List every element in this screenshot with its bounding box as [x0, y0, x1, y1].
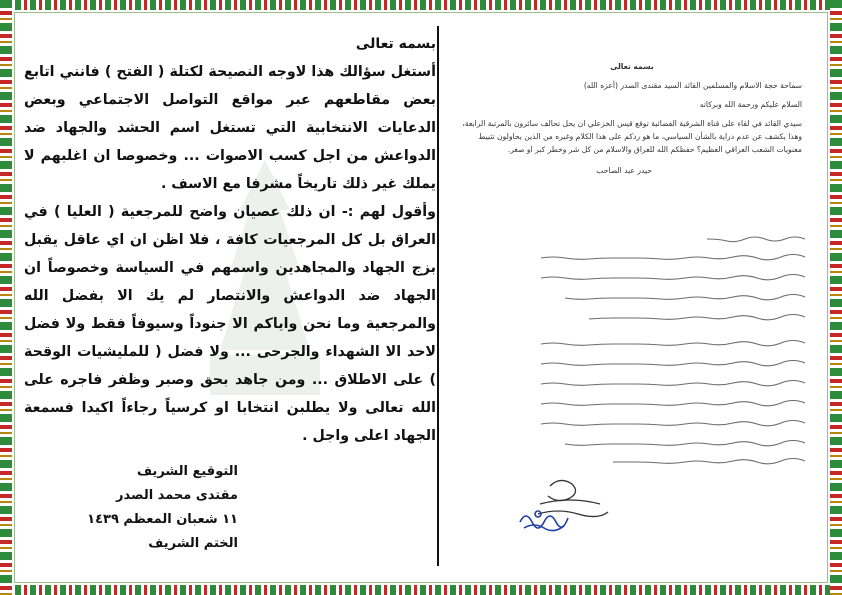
document-signer: حيدر عبد الصاحب [596, 166, 652, 175]
signature-seal-label: الختم الشريف [148, 536, 238, 551]
signature-name: مقتدى محمد الصدر [116, 488, 238, 503]
typed-question [462, 60, 802, 183]
decorative-border-right [830, 0, 842, 595]
transcript-paragraph: أستغل سؤالك هذا لاوجه النصيحة لكتلة ( الفتح ) فانني اتابع بعض مقاطعهم عبر مواقع التواصل الاجتماعي وبعض الدعايات الانتخابية التي تستغل اسم الحشد والجهاد ضد الدواعش من اجل كسب الاصوات ... وخصوصا ان اغلبهم لا يملك غير ذلك تاريخاً مشرفا مع الاسف . [24, 64, 436, 192]
document-question: سيدي القائد في لقاء على قناة الشرقية الفضائية توقع قيس الخزعلي ان يحل تحالف سائرون بالمرتبة الرابعة، وهذا يكشف عن عدم دراية بالشأن السياسي، ما هو ردكم على هذا الكلام وغيره من الذين يحاولون تثبيط معنويات الشعب العراقي العظيم؟ حفظكم الله للعراق والاسلام من كل شر وخطر كبر او صغر. [462, 119, 802, 154]
decorative-border-left [0, 0, 12, 595]
document-address: سماحة حجة الاسلام والمسلمين القائد السيد مقتدى الصدر (أعزه الله) [583, 81, 802, 90]
official-seal-icon [516, 504, 574, 534]
handwritten-answer [470, 231, 810, 471]
signature-block [28, 460, 238, 556]
decorative-border-bottom [0, 585, 842, 595]
transcript-heading: بسمه تعالى [355, 36, 436, 52]
signature-date: ١١ شعبان المعظم ١٤٣٩ [87, 512, 238, 527]
transcript-paragraph: وأقول لهم :- ان ذلك عصيان واضح للمرجعية ( العليا ) في العراق بل كل المرجعيات كافة ، فلا اظن ان اي عاقل يقبل بزج الجهاد والمجاهدين واسمهم في السياسة وخصوصاً ان الجهاد ضد الدواعش والانتصار لم يك الا بفضل الله والمرجعية وما نحن واياكم الا جنوداً وسيوفاً فقط ولا فضل لاحد الا الشهداء والجرحى ... ولا فضل ( للمليشيات الوقحة ) على الاطلاق ... ومن جاهد بحق وصبر وظفر فاجره على الله تعالى ولا يطلبن انتخابا او كرسياً رجاءاً اكيدا فسمعة الجهاد اعلى واجل . [24, 204, 436, 444]
document-heading: بسمه تعالى [610, 62, 654, 71]
column-divider [437, 26, 439, 566]
document-greeting: السلام عليكم ورحمة الله وبركاته [699, 100, 802, 109]
scanned-document [448, 26, 816, 566]
signature-title: التوقيع الشريف [136, 464, 238, 479]
decorative-border-top [0, 0, 842, 10]
